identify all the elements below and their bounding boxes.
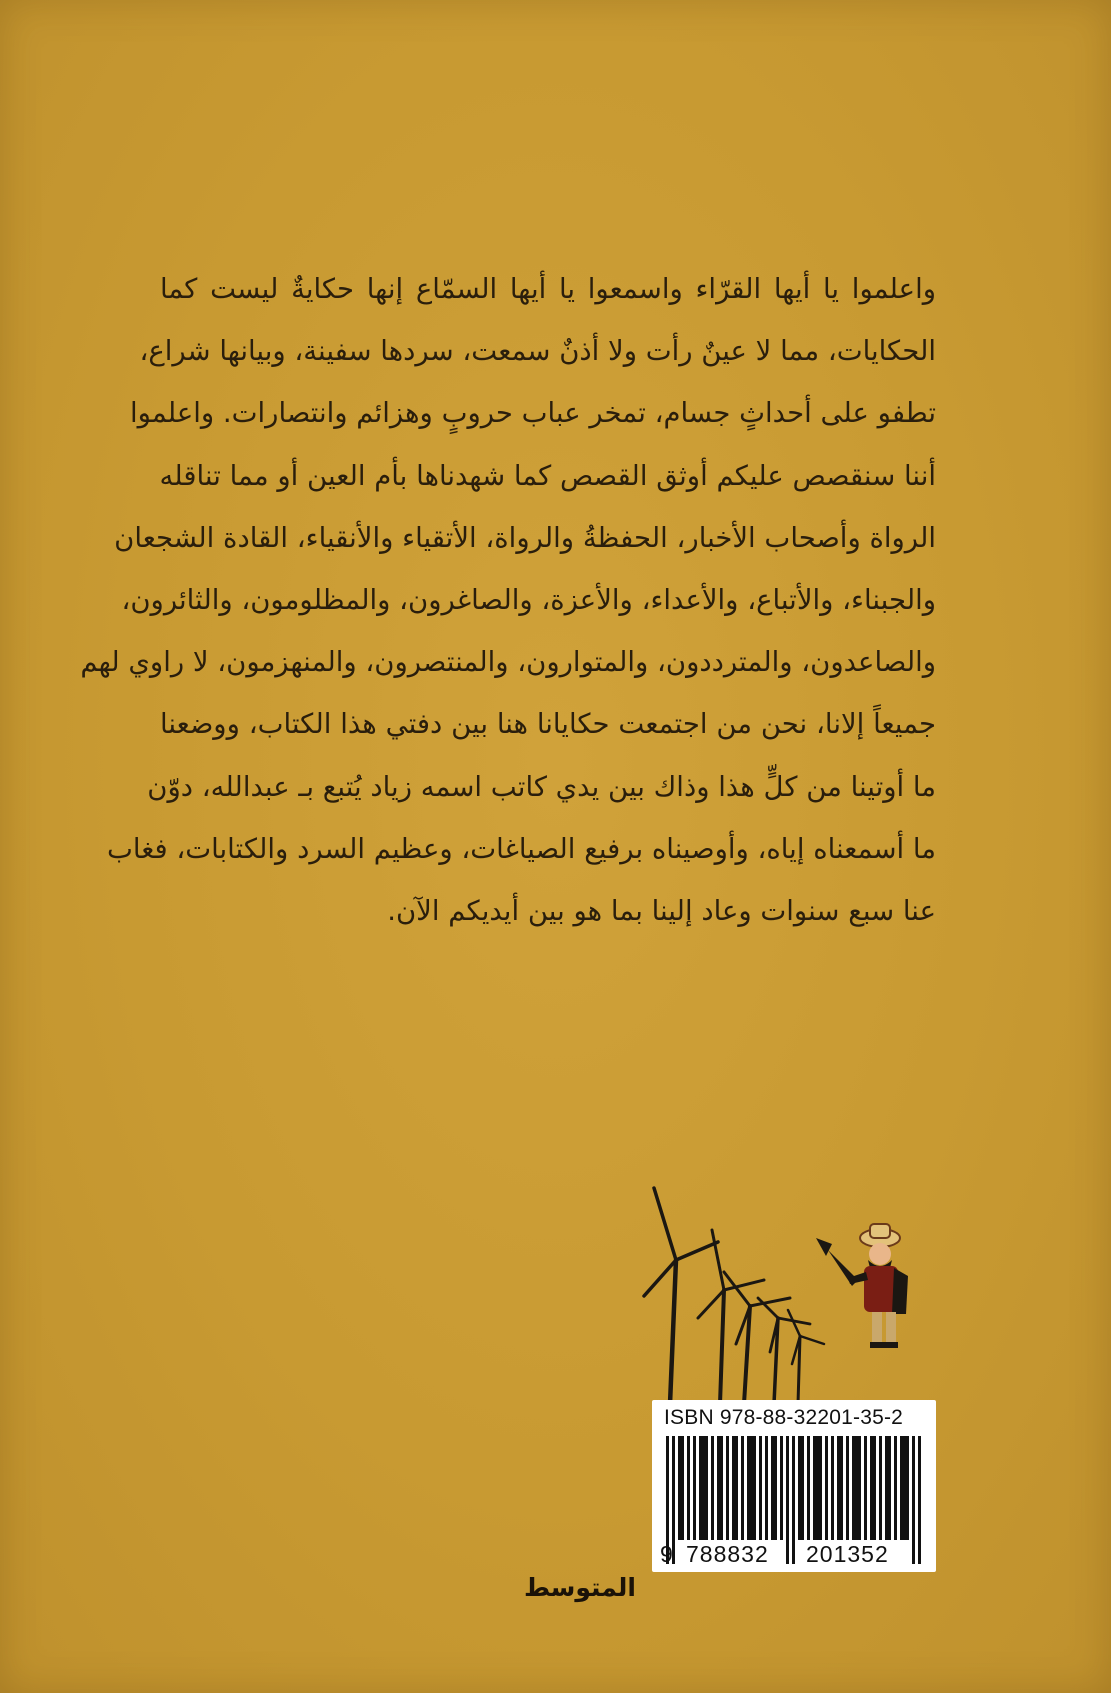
isbn-label: ISBN 978-88-32201-35-2 <box>664 1406 904 1429</box>
blurb-line: ما أسمعناه إياه، وأوصيناه برفيع الصياغات، وعظيم السرد والكتابات، فغاب <box>106 832 936 865</box>
isbn-barcode-panel <box>652 1400 936 1572</box>
blurb-line: عنا سبع سنوات وعاد إلينا بما هو بين أيديكم الآن. <box>387 894 936 927</box>
ean-digits <box>660 1540 928 1568</box>
blurb-line: تطفو على أحداثٍ جسام، تمخر عباب حروبٍ وهزائم وانتصارات. واعلموا <box>129 397 936 430</box>
blurb-line: الحكايات، مما لا عينٌ رأت ولا أذنٌ سمعت، سردها سفينة، وبيانها شراع، <box>139 335 936 368</box>
blurb-line: جميعاً إلانا، نحن من اجتمعت حكايانا هنا بين دفتي هذا الكتاب، ووضعنا <box>160 708 936 741</box>
ean-first-digit: 9 <box>660 1541 674 1567</box>
publisher-logo: المتوسط <box>524 1573 636 1602</box>
blurb-line: الرواة وأصحاب الأخبار، الحفظةُ والرواة، الأتقياء والأنقياء، القادة الشجعان <box>114 521 936 554</box>
windmills-and-knight-icon <box>640 1168 940 1408</box>
ean-right-group: 201352 <box>806 1541 889 1567</box>
blurb-line: ما أوتينا من كلٍّ هذا وذاك بين يدي كاتب اسمه زياد يُتبع بـ عبدالله، دوّن <box>147 770 936 803</box>
blurb-text <box>80 258 936 942</box>
blurb-line: واعلموا يا أيها القرّاء واسمعوا يا أيها السمّاع إنها حكايةٌ ليست كما <box>160 273 936 305</box>
blurb-line: أننا سنقصص عليكم أوثق القصص كما شهدناها بأم العين أو مما تناقله <box>159 459 936 492</box>
ean-left-group: 788832 <box>686 1541 769 1567</box>
blurb-line: والصاعدون، والمترددون، والمتوارون، والمنتصرون، والمنهزمون، لا راوي لهم <box>80 646 936 679</box>
blurb-line: والجبناء، والأتباع، والأعداء، والأعزة، والصاغرون، والمظلومون، والثائرون، <box>121 583 936 616</box>
